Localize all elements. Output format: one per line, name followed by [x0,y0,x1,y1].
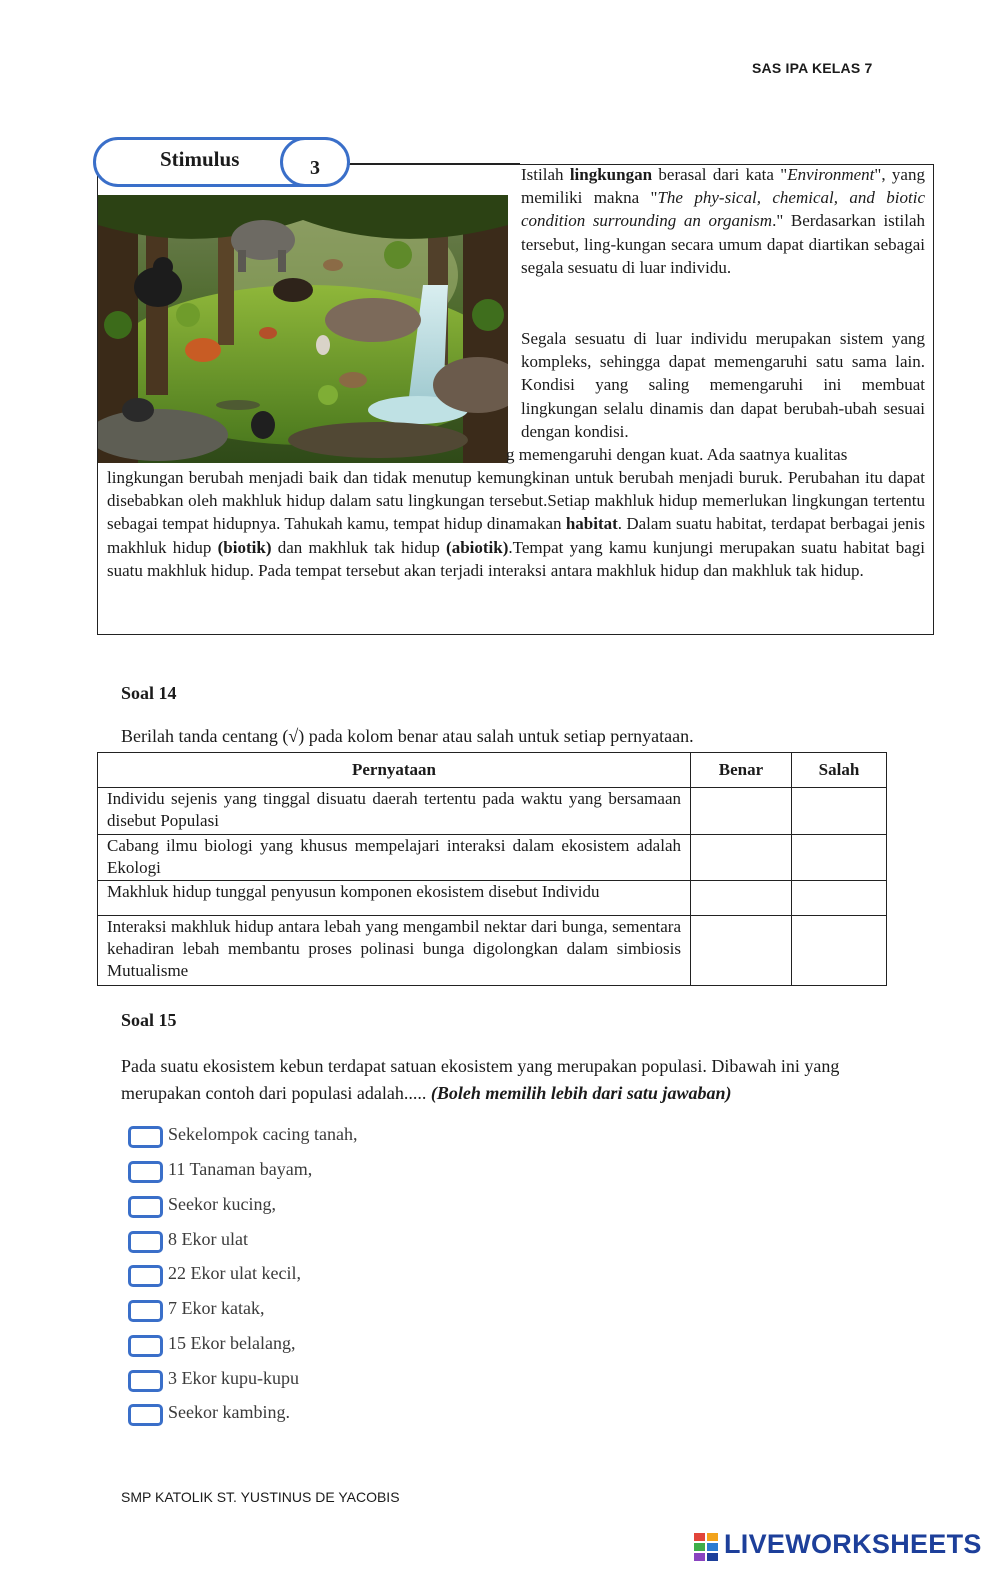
stimulus-label: Stimulus [160,147,240,171]
answer-option-label: 11 Tanaman bayam, [168,1159,313,1179]
answer-checkbox[interactable] [128,1196,163,1218]
answer-option-label: Seekor kucing, [168,1194,276,1214]
statement-cell: Individu sejenis yang tinggal disuatu daerah tertentu pada waktu yang bersamaan disebut Populasi [98,788,691,835]
liveworksheets-mark-icon [694,1533,720,1563]
answer-option-label: 22 Ekor ulat kecil, [168,1263,301,1283]
answer-checkbox[interactable] [128,1265,163,1287]
answer-checkbox[interactable] [128,1126,163,1148]
header-statement: Pernyataan [98,753,691,788]
answer-option-label: 15 Ekor belalang, [168,1333,296,1353]
soal-15-title: Soal 15 [121,1010,177,1030]
answer-checkbox[interactable] [128,1370,163,1392]
question-note: (Boleh memilih lebih dari satu jawaban) [430,1083,732,1103]
liveworksheets-logo [694,1531,990,1563]
answer-option-label: 7 Ekor katak, [168,1298,265,1318]
question-text: Pada suatu ekosistem kebun terdapat satuan ekosistem yang merupakan populasi. Dibawah ini yang merupakan contoh dari populasi adalah..... [121,1056,840,1103]
table-row [98,835,887,881]
table-row [98,916,887,986]
answer-option-label: Sekelompok cacing tanah, [168,1124,358,1144]
true-checkbox-cell[interactable] [691,916,792,986]
table-row [98,881,887,916]
answer-checkbox[interactable] [128,1231,163,1253]
statement-table [97,752,887,986]
stimulus-paragraph-1: Istilah lingkungan berasal dari kata "Environment", yang memiliki makna "The phy-sical, chemical, and biotic condition surrounding an organism." Berdasarkan istilah tersebut, ling-kungan secara umum dapat diartikan sebagai segala sesuatu di luar individu. [521,165,926,277]
stimulus-divider-line [350,163,520,164]
statement-cell: Makhluk hidup tunggal penyusun komponen ekosistem disebut Individu [98,881,691,916]
stimulus-paragraph-3: lingkungan berubah menjadi baik dan tidak menutup kemungkinan untuk berubah menjadi buruk. Perubahan itu dapat disebabkan oleh makhluk hidup dalam satu lingkungan tersebut.Setiap makhluk hidup memerlukan lingkungan tertentu sebagai tempat hidupnya. Tahukah kamu, tempat hidup dinamakan habitat. Dalam suatu habitat, terdapat berbagai jenis makhluk hidup (biotik) dan makhluk tak hidup (abiotik).Tempat yang kamu kunjungi merupakan suatu habitat bagi suatu makhluk hidup. Pada tempat tersebut akan terjadi interaksi antara makhluk hidup dan makhluk tak hidup. [107,468,926,580]
answer-option-label: Seekor kambing. [168,1402,290,1422]
answer-checkbox[interactable] [128,1161,163,1183]
true-checkbox-cell[interactable] [691,835,792,881]
false-checkbox-cell[interactable] [792,788,887,835]
header-false: Salah [792,753,887,788]
answer-checkbox[interactable] [128,1335,163,1357]
answer-checkbox[interactable] [128,1404,163,1426]
stimulus-continuation-line: g memengaruhi dengan kuat. Ada saatnya kualitas [506,445,848,464]
document-header: SAS IPA KELAS 7 [752,60,873,76]
stimulus-paragraph-2: Segala sesuatu di luar individu merupakan sistem yang kompleks, sehingga dapat memengaruhi satu sama lain. Kondisi yang saling memengaruhi ini membuat lingkungan selalu dinamis dan dapat berubah-ubah sesuai dengan kondisi. [521,329,925,441]
footer-school-name: SMP KATOLIK ST. YUSTINUS DE YACOBIS [121,1489,400,1505]
stimulus-number: 3 [280,137,350,187]
true-checkbox-cell[interactable] [691,788,792,835]
statement-cell: Cabang ilmu biologi yang khusus mempelajari interaksi dalam ekosistem adalah Ekologi [98,835,691,881]
table-header-row [98,753,887,788]
statement-cell: Interaksi makhluk hidup antara lebah yang mengambil nektar dari bunga, sementara kehadiran lebah membantu proses polinasi bunga digolongkan dalam simbiosis Mutualisme [98,916,691,986]
soal-15-question [121,1053,881,1107]
brand-name: LIVEWORKSHEETS [724,1529,982,1559]
answer-option-label: 3 Ekor kupu-kupu [168,1368,299,1388]
table-row [98,788,887,835]
forest-ecosystem-image [98,195,508,463]
answer-option-label: 8 Ekor ulat [168,1229,248,1249]
answer-checkbox[interactable] [128,1300,163,1322]
false-checkbox-cell[interactable] [792,881,887,916]
soal-14-title: Soal 14 [121,683,177,703]
false-checkbox-cell[interactable] [792,835,887,881]
false-checkbox-cell[interactable] [792,916,887,986]
header-true: Benar [691,753,792,788]
soal-14-instruction: Berilah tanda centang (√) pada kolom benar atau salah untuk setiap pernyataan. [121,726,694,746]
true-checkbox-cell[interactable] [691,881,792,916]
